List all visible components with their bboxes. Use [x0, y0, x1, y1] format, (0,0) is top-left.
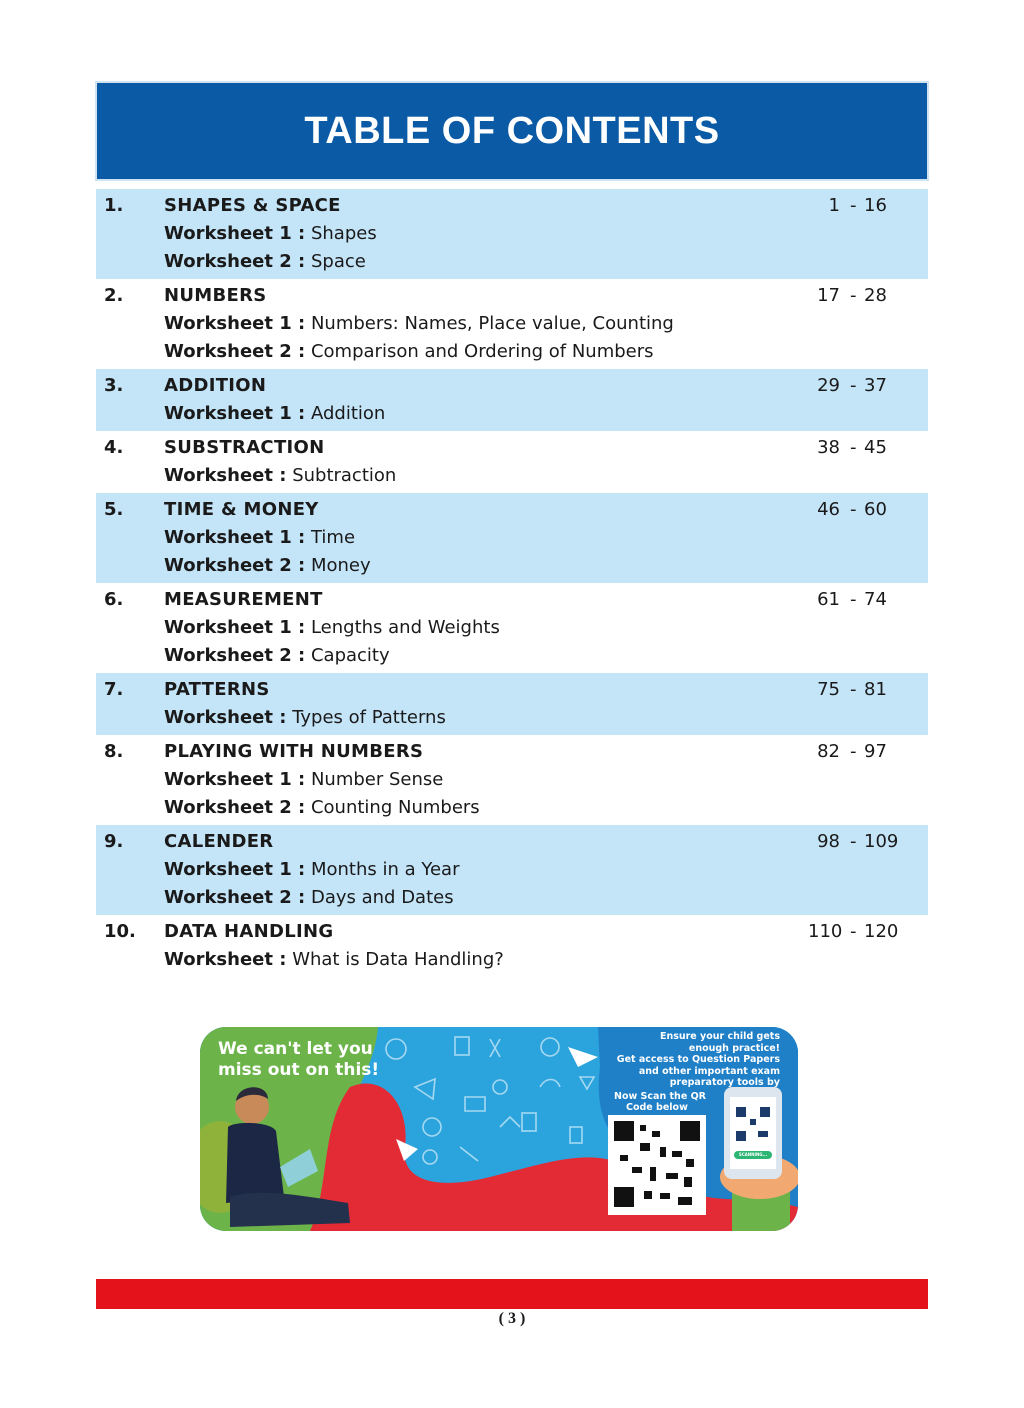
- toc-section: [96, 915, 928, 977]
- promo-line-3: Get access to Question Papers: [616, 1054, 780, 1065]
- worksheet-label: Worksheet 2 :: [164, 341, 306, 362]
- chapter-title: PLAYING WITH NUMBERS: [164, 741, 424, 762]
- toc-worksheet-row[interactable]: [96, 462, 928, 490]
- worksheet-name: Number Sense: [310, 769, 444, 790]
- toc-worksheet-row[interactable]: [96, 400, 928, 428]
- promo-line-4: and other important exam: [638, 1065, 780, 1077]
- chapter-number: 3.: [104, 375, 124, 396]
- worksheet-name: Space: [310, 251, 366, 272]
- worksheet-label: Worksheet 2 :: [164, 887, 306, 908]
- page-dash: -: [850, 375, 857, 396]
- toc-worksheet-row[interactable]: [96, 794, 928, 822]
- toc-chapter-row[interactable]: [96, 496, 928, 524]
- worksheet-label: Worksheet 1 :: [164, 859, 306, 880]
- page-from: 29: [817, 375, 840, 396]
- page-from: 17: [817, 285, 840, 306]
- worksheet-label: Worksheet 1 :: [164, 403, 306, 424]
- promo-line-5: preparatory tools by: [669, 1077, 780, 1088]
- banner-headline: [218, 1039, 379, 1081]
- page-to: 81: [864, 679, 887, 700]
- toc-worksheet-row[interactable]: [96, 220, 928, 248]
- page-dash: -: [850, 195, 857, 216]
- page-to: 120: [864, 921, 899, 942]
- worksheet-label: Worksheet 1 :: [164, 769, 306, 790]
- worksheet-name: Addition: [310, 403, 386, 424]
- chapter-title: SUBSTRACTION: [164, 437, 325, 458]
- phone-status: SCANNING...: [738, 1152, 768, 1157]
- worksheet-name: Counting Numbers: [310, 797, 480, 818]
- toc-header: [95, 81, 929, 181]
- toc-worksheet-row[interactable]: [96, 310, 928, 338]
- worksheet-name: Shapes: [310, 223, 377, 244]
- worksheet-label: Worksheet 2 :: [164, 251, 306, 272]
- page-dash: -: [850, 921, 857, 942]
- worksheet-name: Lengths and Weights: [310, 617, 500, 638]
- toc-section: [96, 735, 928, 825]
- chapter-number: 10.: [104, 921, 136, 942]
- worksheet-name: Subtraction: [292, 465, 397, 486]
- page-from: 98: [817, 831, 840, 852]
- worksheet-label: Worksheet 2 :: [164, 645, 306, 666]
- banner-headline-line-1: We can't let you: [218, 1039, 373, 1059]
- chapter-title: TIME & MONEY: [164, 499, 319, 520]
- worksheet-label: Worksheet :: [164, 707, 287, 728]
- page-from: 38: [817, 437, 840, 458]
- person-body: [226, 1123, 284, 1203]
- scan-line-1: Now Scan the QR: [614, 1091, 706, 1102]
- worksheet-name: Numbers: Names, Place value, Counting: [310, 313, 674, 334]
- toc-list: [96, 189, 928, 977]
- worksheet-entry: [164, 552, 371, 580]
- toc-worksheet-row[interactable]: [96, 248, 928, 276]
- chapter-title: CALENDER: [164, 831, 274, 852]
- worksheet-entry: [164, 704, 446, 732]
- toc-worksheet-row[interactable]: [96, 766, 928, 794]
- page-from: 75: [817, 679, 840, 700]
- toc-worksheet-row[interactable]: [96, 856, 928, 884]
- worksheet-name: Capacity: [310, 645, 390, 666]
- chapter-number: 8.: [104, 741, 124, 762]
- toc-worksheet-row[interactable]: [96, 614, 928, 642]
- page-to: 37: [864, 375, 887, 396]
- toc-chapter-row[interactable]: [96, 282, 928, 310]
- toc-worksheet-row[interactable]: [96, 946, 928, 974]
- page-dash: -: [850, 437, 857, 458]
- toc-chapter-row[interactable]: [96, 918, 928, 946]
- toc-chapter-row[interactable]: [96, 434, 928, 462]
- banner-promo-text: [610, 1031, 780, 1089]
- chapter-number: 4.: [104, 437, 124, 458]
- page-to: 60: [864, 499, 887, 520]
- worksheet-name: Money: [310, 555, 371, 576]
- chapter-number: 5.: [104, 499, 124, 520]
- chapter-number: 6.: [104, 589, 124, 610]
- worksheet-entry: [164, 462, 396, 490]
- toc-worksheet-row[interactable]: [96, 884, 928, 912]
- toc-section: [96, 279, 928, 369]
- page-from: 61: [817, 589, 840, 610]
- toc-chapter-row[interactable]: [96, 586, 928, 614]
- page-to: 45: [864, 437, 887, 458]
- worksheet-name: Time: [310, 527, 356, 548]
- worksheet-label: Worksheet 1 :: [164, 313, 306, 334]
- toc-section: [96, 369, 928, 431]
- page-from: 110: [808, 921, 843, 942]
- page-dash: -: [850, 589, 857, 610]
- toc-section: [96, 431, 928, 493]
- toc-worksheet-row[interactable]: [96, 704, 928, 732]
- chapter-number: 2.: [104, 285, 124, 306]
- page-dash: -: [850, 679, 857, 700]
- banner-scan-text: [614, 1091, 706, 1113]
- page-dash: -: [850, 831, 857, 852]
- toc-worksheet-row[interactable]: [96, 338, 928, 366]
- page-from: 1: [828, 195, 840, 216]
- banner-headline-line-2: miss out on this!: [218, 1060, 380, 1080]
- toc-worksheet-row[interactable]: [96, 552, 928, 580]
- worksheet-entry: [164, 614, 500, 642]
- chapter-title: PATTERNS: [164, 679, 270, 700]
- worksheet-label: Worksheet :: [164, 949, 287, 970]
- worksheet-label: Worksheet 1 :: [164, 527, 306, 548]
- page-dash: -: [850, 285, 857, 306]
- promo-line-2: enough practice!: [688, 1042, 780, 1054]
- worksheet-label: Worksheet 1 :: [164, 223, 306, 244]
- promo-banner[interactable]: [200, 1027, 798, 1231]
- chapter-number: 1.: [104, 195, 124, 216]
- page-number: ( 3 ): [498, 1310, 526, 1327]
- toc-section: [96, 493, 928, 583]
- promo-line-1: Ensure your child gets: [659, 1031, 780, 1042]
- worksheet-name: Types of Patterns: [292, 707, 446, 728]
- toc-worksheet-row[interactable]: [96, 642, 928, 670]
- scan-line-2: Code below: [626, 1102, 688, 1113]
- toc-chapter-row[interactable]: [96, 192, 928, 220]
- worksheet-entry: [164, 766, 443, 794]
- page-to: 74: [864, 589, 887, 610]
- worksheet-entry: [164, 856, 459, 884]
- chapter-title: MEASUREMENT: [164, 589, 323, 610]
- worksheet-entry: [164, 310, 674, 338]
- worksheet-entry: [164, 248, 366, 276]
- worksheet-entry: [164, 642, 390, 670]
- worksheet-name: Comparison and Ordering of Numbers: [310, 341, 654, 362]
- worksheet-name: Days and Dates: [310, 887, 454, 908]
- worksheet-entry: [164, 220, 377, 248]
- page-title: TABLE OF CONTENTS: [304, 109, 720, 152]
- toc-section: [96, 673, 928, 735]
- page-to: 16: [864, 195, 887, 216]
- toc-chapter-row[interactable]: [96, 738, 928, 766]
- worksheet-entry: [164, 524, 355, 552]
- toc-worksheet-row[interactable]: [96, 524, 928, 552]
- toc-chapter-row[interactable]: [96, 372, 928, 400]
- page-from: 82: [817, 741, 840, 762]
- worksheet-entry: [164, 946, 504, 974]
- toc-chapter-row[interactable]: [96, 676, 928, 704]
- page-to: 109: [864, 831, 899, 852]
- page-from: 46: [817, 499, 840, 520]
- chapter-title: ADDITION: [164, 375, 267, 396]
- chapter-number: 7.: [104, 679, 124, 700]
- footer-bar: [96, 1279, 928, 1309]
- worksheet-entry: [164, 884, 454, 912]
- chapter-number: 9.: [104, 831, 124, 852]
- worksheet-label: Worksheet :: [164, 465, 287, 486]
- worksheet-entry: [164, 338, 654, 366]
- worksheet-label: Worksheet 2 :: [164, 555, 306, 576]
- toc-section: [96, 189, 928, 279]
- page-to: 28: [864, 285, 887, 306]
- page-to: 97: [864, 741, 887, 762]
- toc-chapter-row[interactable]: [96, 828, 928, 856]
- chapter-title: DATA HANDLING: [164, 921, 334, 942]
- toc-section: [96, 583, 928, 673]
- page-dash: -: [850, 499, 857, 520]
- chapter-title: SHAPES & SPACE: [164, 195, 341, 216]
- toc-section: [96, 825, 928, 915]
- page-dash: -: [850, 741, 857, 762]
- worksheet-label: Worksheet 2 :: [164, 797, 306, 818]
- worksheet-entry: [164, 400, 385, 428]
- chapter-title: NUMBERS: [164, 285, 267, 306]
- worksheet-label: Worksheet 1 :: [164, 617, 306, 638]
- worksheet-name: Months in a Year: [310, 859, 460, 880]
- worksheet-name: What is Data Handling?: [292, 949, 504, 970]
- worksheet-entry: [164, 794, 480, 822]
